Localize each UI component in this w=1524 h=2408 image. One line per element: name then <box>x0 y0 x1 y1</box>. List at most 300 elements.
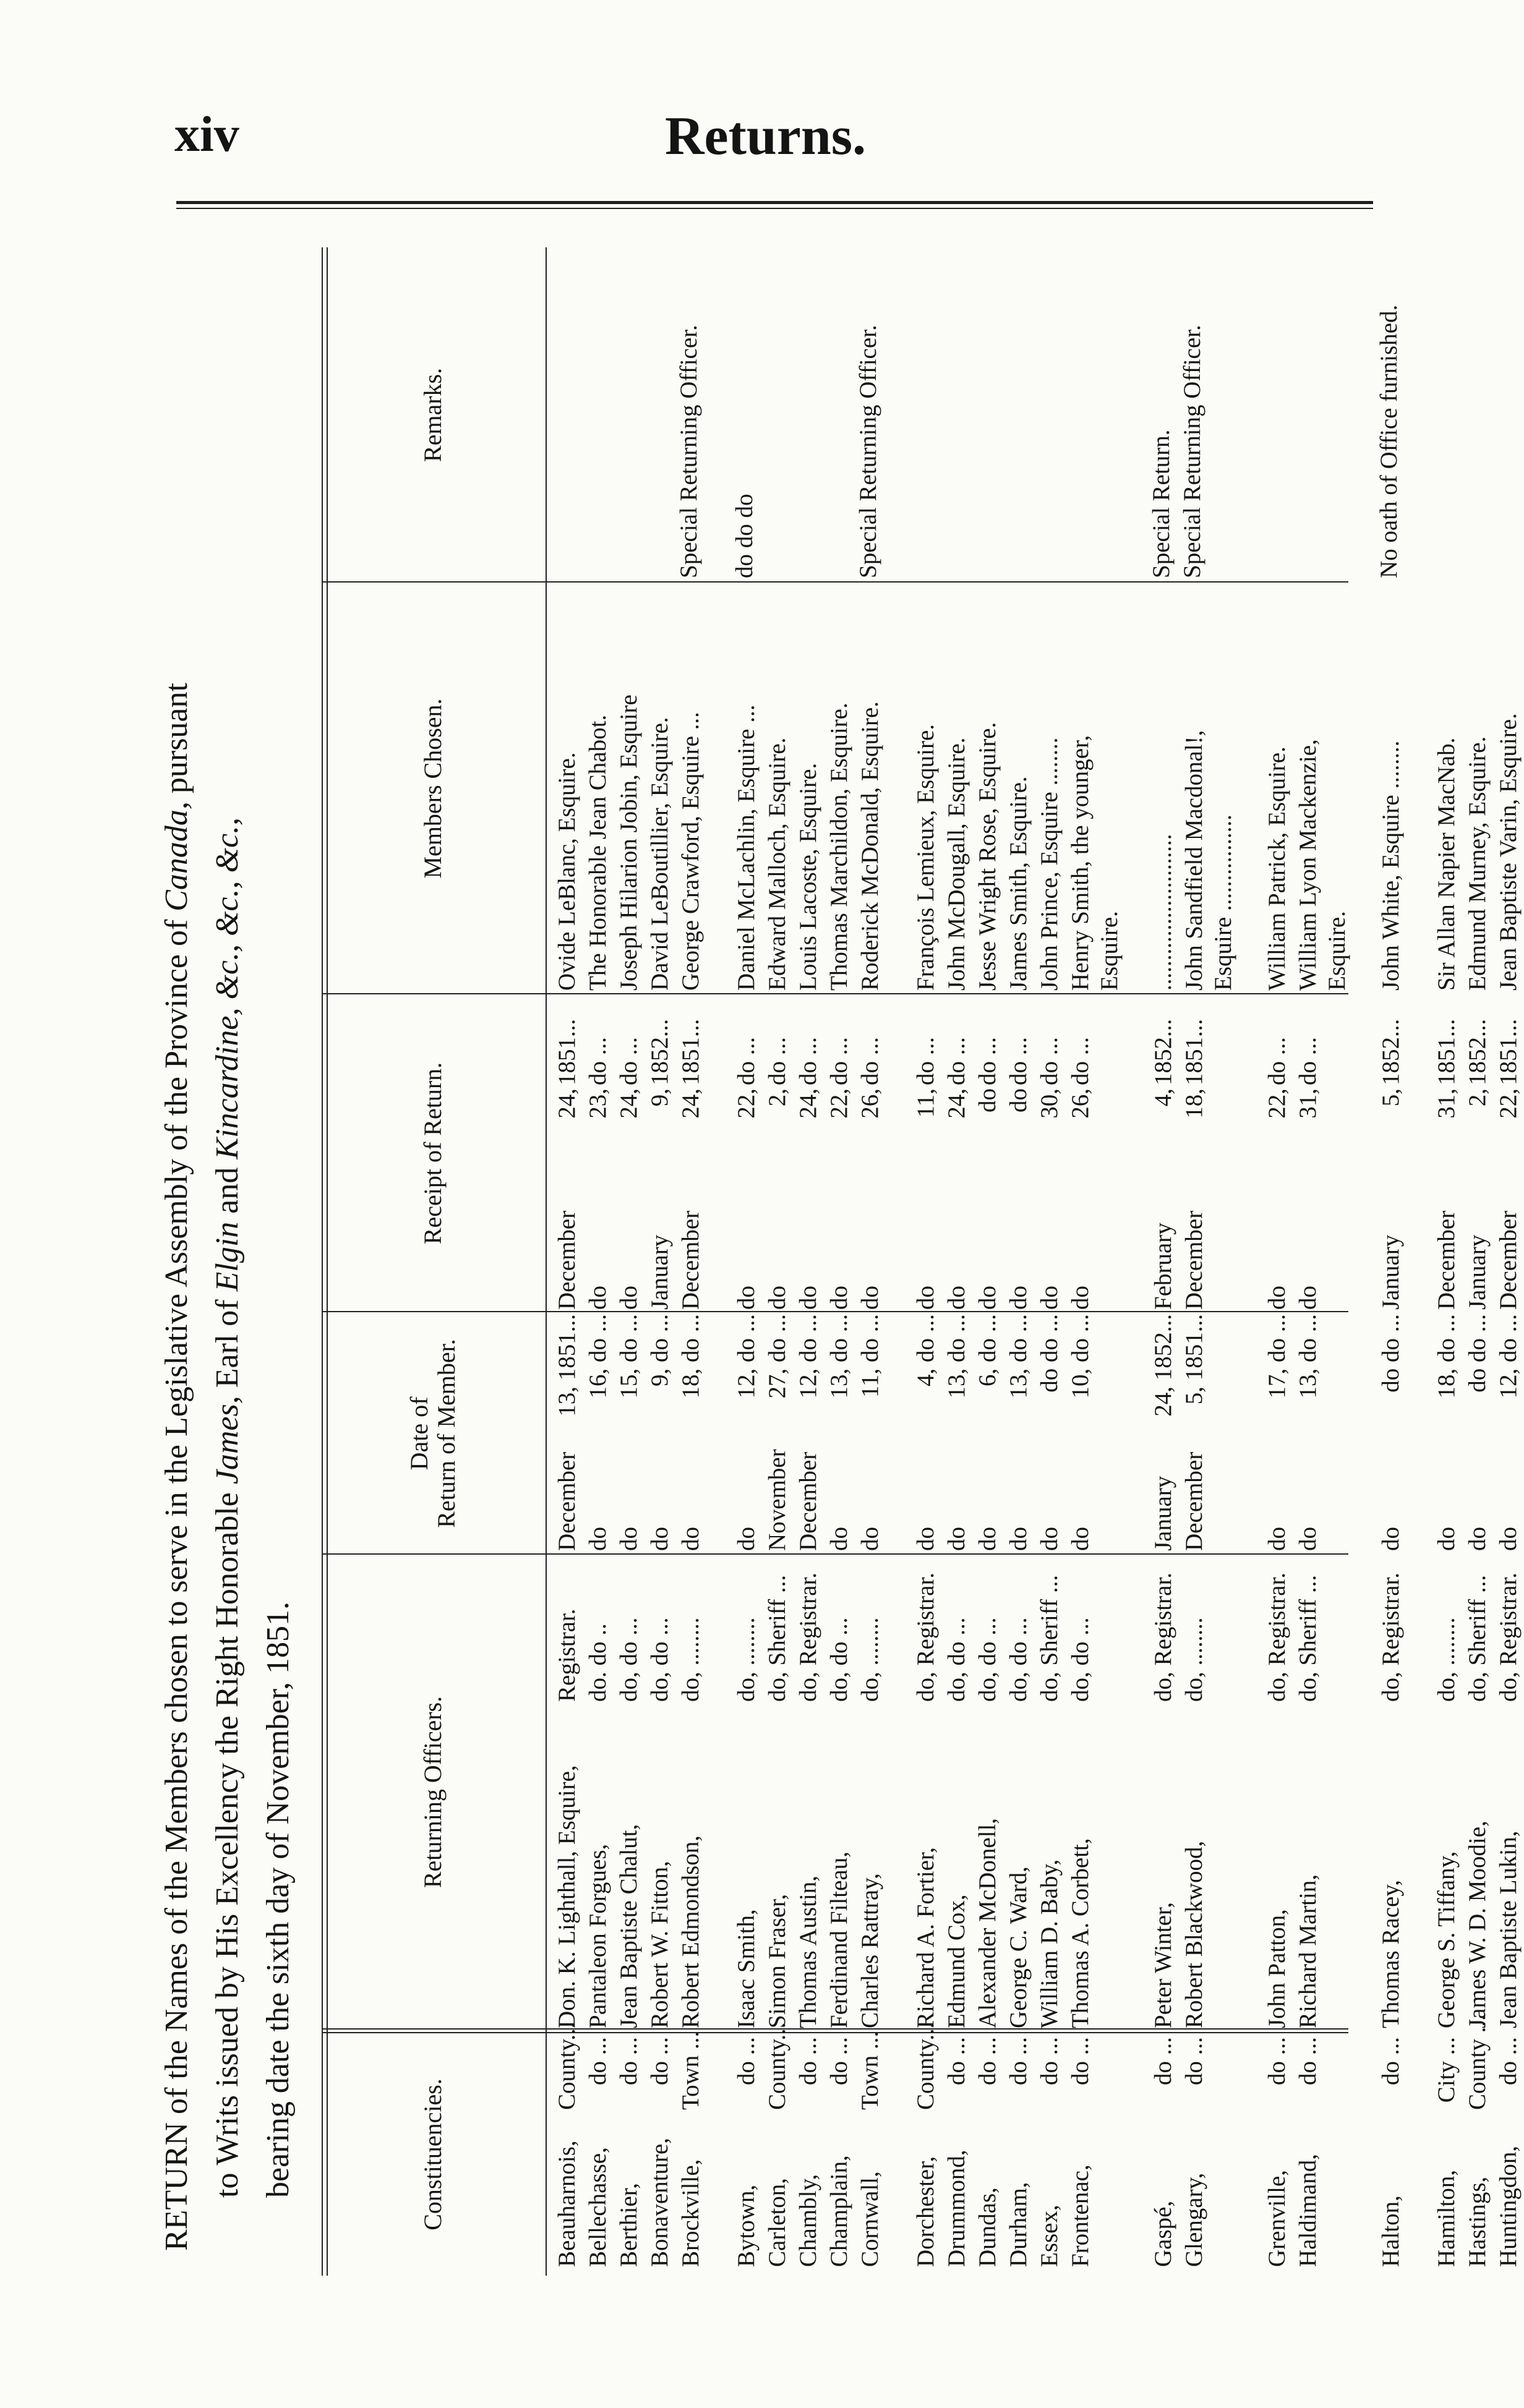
constituency-cell: Hastings, <box>1464 2176 1491 2267</box>
receipt-year-cell: do ... <box>615 1037 642 1085</box>
return-day-cell: 27, do ... <box>764 1314 790 1399</box>
receipt-day-cell: 23, <box>584 1088 611 1119</box>
receipt-month-cell: January <box>646 1234 673 1310</box>
receipt-month-cell: February <box>1150 1223 1176 1310</box>
return-day-cell: 11, do ... <box>857 1314 883 1398</box>
table-row <box>1324 247 1351 2276</box>
return-day-cell: 24, 1852... <box>1150 1314 1176 1417</box>
officer-type-cell: do, ........ <box>733 1617 760 1702</box>
receipt-month-cell: do <box>857 1286 883 1310</box>
constituency-type-cell: do ... <box>795 2037 821 2085</box>
officer-type-cell: do, Sheriff ... <box>1036 1574 1063 1702</box>
officer-type-cell: do, Registrar. <box>1495 1572 1522 1702</box>
return-month-cell: do <box>1464 1527 1491 1551</box>
returning-officer-cell: Charles Rattray, <box>857 1873 883 2028</box>
constituency-cell: Glengary, <box>1181 2172 1207 2267</box>
receipt-day-cell: 9, <box>646 1088 673 1107</box>
return-day-cell: 12, do ... <box>1495 1314 1522 1399</box>
officer-type-cell: do. do .. <box>584 1623 611 1702</box>
return-day-cell: 12, do ... <box>795 1314 821 1399</box>
constituency-type-cell: Town ... <box>857 2031 883 2110</box>
receipt-day-cell: 31, <box>1433 1088 1460 1119</box>
receipt-year-cell: do ... <box>857 1037 883 1085</box>
return-month-cell: do <box>646 1527 673 1551</box>
return-month-cell: do <box>1005 1527 1032 1551</box>
receipt-day-cell: 4, <box>1150 1088 1176 1107</box>
remarks-cell: Special Returning Officer. <box>675 325 702 578</box>
constituency-cell: Halton, <box>1377 2195 1404 2267</box>
returning-officer-cell: Thomas A. Corbett, <box>1067 1838 1094 2028</box>
member-chosen-cell: Esquire. <box>1096 911 1123 991</box>
receipt-day-cell: 11, <box>912 1088 939 1118</box>
caption-line-1 <box>152 309 202 2251</box>
return-day-cell: 16, do ... <box>584 1314 611 1399</box>
officer-type-cell: do, Registrar. <box>1264 1572 1290 1702</box>
constituency-cell: Bonaventure, <box>646 2137 673 2267</box>
receipt-day-cell: 22, <box>826 1088 852 1119</box>
receipt-year-cell: 1851... <box>554 1018 580 1085</box>
receipt-month-cell: December <box>677 1210 704 1310</box>
officer-type-cell: do, do ... <box>615 1617 642 1702</box>
receipt-day-cell: 18, <box>1181 1088 1207 1119</box>
returning-officer-cell: Richard A. Fortier, <box>912 1847 939 2028</box>
remarks-cell: do do do <box>731 493 758 578</box>
returning-officer-cell: Richard Martin, <box>1295 1874 1321 2028</box>
return-day-cell: 18, do ... <box>677 1314 704 1399</box>
officer-type-cell: do, Sheriff ... <box>1295 1574 1321 1702</box>
constituency-cell: Champlain, <box>826 2155 852 2267</box>
constituency-cell: Chambly, <box>795 2174 821 2267</box>
return-month-cell: do <box>1377 1527 1404 1551</box>
table-row <box>824 247 855 2276</box>
receipt-year-cell: 1852... <box>1464 1018 1491 1085</box>
return-day-cell: 13, do ... <box>1295 1314 1321 1399</box>
receipt-day-cell: 24, <box>943 1088 970 1119</box>
caption-text: Earl of <box>210 1291 245 1396</box>
constituency-cell: Bytown, <box>733 2184 760 2267</box>
caption-text: to Writs issued by His Excellency the Right Honorable <box>210 1484 245 2198</box>
returning-officer-cell: Isaac Smith, <box>733 1909 760 2028</box>
col-header-date-of-return <box>322 1312 544 1555</box>
constituency-cell: Essex, <box>1036 2205 1063 2267</box>
receipt-month-cell: January <box>1464 1234 1491 1310</box>
constituency-cell: Haldimand, <box>1295 2153 1321 2267</box>
receipt-year-cell: do ... <box>1067 1037 1094 1085</box>
receipt-day-cell: 26, <box>857 1088 883 1119</box>
constituency-cell: Beauharnois, <box>554 2140 580 2267</box>
return-day-cell: 12, do ... <box>733 1314 760 1399</box>
constituency-type-cell: do ... <box>1264 2037 1290 2085</box>
constituency-type-cell: do ... <box>1036 2037 1063 2085</box>
return-month-cell: do <box>1264 1527 1290 1551</box>
table-row <box>972 247 1003 2276</box>
caption-italic: Canada, <box>159 801 194 912</box>
receipt-day-cell: 2, <box>1464 1088 1491 1107</box>
return-day-cell: do do ... <box>1377 1314 1404 1393</box>
return-month-cell: do <box>677 1527 704 1551</box>
constituency-cell: Frontenac, <box>1067 2164 1094 2267</box>
returning-officer-cell: George S. Tiffany, <box>1433 1851 1460 2028</box>
member-chosen-cell: .......................... <box>1150 834 1176 991</box>
table-row <box>1179 247 1210 2276</box>
table-row <box>793 247 824 2276</box>
return-month-cell: do <box>943 1527 970 1551</box>
return-day-cell: 5, 1851... <box>1181 1314 1207 1405</box>
constituency-type-cell: County... <box>764 2022 790 2110</box>
col-header-line: Return of Member. <box>432 1339 460 1528</box>
receipt-month-cell: do <box>1295 1286 1321 1310</box>
receipt-month-cell: do <box>1067 1286 1094 1310</box>
officer-type-cell: do, Registrar. <box>912 1572 939 1702</box>
table-row <box>552 247 583 2276</box>
member-chosen-cell: James Smith, Esquire. <box>1005 776 1032 991</box>
table-row <box>731 247 762 2276</box>
receipt-day-cell: 5, <box>1377 1088 1404 1107</box>
constituency-cell: Drummond, <box>943 2150 970 2267</box>
constituency-cell: Durham, <box>1005 2182 1032 2267</box>
return-month-cell: do <box>1433 1527 1460 1551</box>
member-chosen-cell: Esquire ................ <box>1210 814 1236 991</box>
constituency-type-cell: do ... <box>826 2037 852 2085</box>
table-row <box>941 247 972 2276</box>
return-day-cell: 10, do ... <box>1067 1314 1094 1399</box>
table-row <box>675 247 706 2276</box>
receipt-day-cell: 22, <box>1264 1088 1290 1119</box>
return-day-cell: 9, do ... <box>646 1314 673 1386</box>
remarks-cell: No oath of Office furnished. <box>1376 304 1402 578</box>
receipt-year-cell: do ... <box>795 1037 821 1085</box>
member-chosen-cell: William Lyon Mackenzie, <box>1295 739 1321 991</box>
returning-officer-cell: Robert Edmondson, <box>677 1835 704 2028</box>
returning-officer-cell: Jean Baptiste Chalut, <box>615 1824 642 2028</box>
table-row <box>1462 247 1493 2276</box>
caption-text: RETURN of the Names of the Members chosen to serve in the Legislative Assembly of the Province of <box>159 911 194 2251</box>
rotated-table-block <box>152 247 1522 2276</box>
returning-officer-cell: James W. D. Moodie, <box>1464 1821 1491 2028</box>
receipt-year-cell: do ... <box>1036 1037 1063 1085</box>
member-chosen-cell: George Crawford, Esquire ... <box>677 712 704 991</box>
receipt-year-cell: do ... <box>764 1037 790 1085</box>
return-day-cell: 4, do ... <box>912 1314 939 1386</box>
member-chosen-cell: Henry Smith, the younger, <box>1067 735 1094 991</box>
receipt-year-cell: do ... <box>1005 1037 1032 1085</box>
officer-type-cell: do, do ... <box>1005 1617 1032 1702</box>
receipt-year-cell: 1852... <box>1377 1018 1404 1085</box>
table-row <box>1431 247 1462 2276</box>
table-row <box>1262 247 1293 2276</box>
return-month-cell: do <box>857 1527 883 1551</box>
receipt-year-cell: 1852... <box>1150 1018 1176 1085</box>
receipt-day-cell: 22, <box>1495 1088 1522 1119</box>
constituency-type-cell: Town ... <box>677 2031 704 2110</box>
member-chosen-cell: Louis Lacoste, Esquire. <box>795 762 821 991</box>
officer-type-cell: do, ........ <box>1433 1617 1460 1702</box>
header-rule-thin <box>176 208 1373 209</box>
constituency-type-cell: do ... <box>1295 2037 1321 2085</box>
member-chosen-cell: Thomas Marchildon, Esquire. <box>826 702 852 991</box>
return-month-cell: do <box>1295 1527 1321 1551</box>
returning-officer-cell: Thomas Racey, <box>1377 1879 1404 2028</box>
receipt-year-cell: do ... <box>974 1037 1001 1085</box>
member-chosen-cell: John White, Esquire ........ <box>1377 740 1404 991</box>
returning-officer-cell: Don. K. Lighthall, Esquire, <box>554 1765 580 2028</box>
receipt-month-cell: December <box>554 1210 580 1310</box>
receipt-year-cell: do ... <box>826 1037 852 1085</box>
constituency-cell: Berthier, <box>615 2183 642 2267</box>
constituency-cell: Bellechasse, <box>584 2147 611 2267</box>
return-day-cell: 13, do ... <box>943 1314 970 1399</box>
returning-officer-cell: Robert W. Fitton, <box>646 1861 673 2028</box>
page-number: xiv <box>174 106 239 162</box>
table-row <box>1148 247 1179 2276</box>
table-row <box>1034 247 1065 2276</box>
returning-officer-cell: Ferdinand Filteau, <box>826 1851 852 2028</box>
receipt-year-cell: do ... <box>1264 1037 1290 1085</box>
returning-officer-cell: Jean Baptiste Lukin, <box>1495 1830 1522 2028</box>
receipt-month-cell: do <box>584 1286 611 1310</box>
receipt-month-cell: December <box>1181 1210 1207 1310</box>
member-chosen-cell: William Patrick, Esquire. <box>1264 746 1290 991</box>
table-row <box>1065 247 1096 2276</box>
returns-table <box>322 247 1522 2276</box>
constituency-type-cell: do ... <box>1005 2037 1032 2085</box>
officer-type-cell: do, Registrar. <box>795 1572 821 1702</box>
col-header-constituencies: Constituencies. <box>419 2078 447 2231</box>
constituency-type-cell: do ... <box>646 2037 673 2085</box>
return-month-cell: do <box>1067 1527 1094 1551</box>
member-chosen-cell: John Sandfield Macdonal!, <box>1181 730 1207 991</box>
constituency-type-cell: do ... <box>1067 2037 1094 2085</box>
caption-italic: Elgin <box>210 1221 245 1292</box>
page-title: Returns. <box>665 106 867 166</box>
return-month-cell: do <box>826 1527 852 1551</box>
return-month-cell: December <box>554 1451 580 1551</box>
receipt-day-cell: 26, <box>1067 1088 1094 1119</box>
receipt-year-cell: 1851... <box>1495 1018 1522 1085</box>
return-month-cell: do <box>1495 1527 1522 1551</box>
officer-type-cell: do, do ... <box>826 1617 852 1702</box>
col-header-members: Members Chosen. <box>419 698 447 879</box>
returning-officer-cell: Thomas Austin, <box>795 1875 821 2028</box>
return-month-cell: January <box>1150 1475 1176 1551</box>
receipt-year-cell: do ... <box>1295 1037 1321 1085</box>
member-chosen-cell: Roderick McDonald, Esquire. <box>857 701 883 991</box>
constituency-type-cell: County ... <box>1464 2015 1491 2110</box>
return-month-cell: December <box>1181 1451 1207 1551</box>
member-chosen-cell: Ovide LeBlanc, Esquire. <box>554 752 580 991</box>
return-day-cell: do do ... <box>1036 1314 1063 1393</box>
member-chosen-cell: Sir Allan Napier MacNab. <box>1433 737 1460 991</box>
table-body <box>552 247 1524 2276</box>
receipt-month-cell: do <box>974 1286 1001 1310</box>
constituency-cell: Hamilton, <box>1433 2169 1460 2267</box>
constituency-type-cell: do ... <box>974 2037 1001 2085</box>
table-caption <box>152 309 304 2251</box>
receipt-month-cell: do <box>1005 1286 1032 1310</box>
constituency-type-cell: do ... <box>1181 2037 1207 2085</box>
constituency-cell: Dundas, <box>974 2187 1001 2267</box>
return-day-cell: 18, do ... <box>1433 1314 1460 1399</box>
returning-officer-cell: Simon Fraser, <box>764 1894 790 2028</box>
officer-type-cell: do, ........ <box>677 1617 704 1702</box>
officer-type-cell: Registrar. <box>554 1608 580 1702</box>
constituency-type-cell: County... <box>554 2022 580 2110</box>
member-chosen-cell: David LeBoutillier, Esquire. <box>646 717 673 991</box>
receipt-month-cell: do <box>826 1286 852 1310</box>
return-month-cell: do <box>974 1527 1001 1551</box>
constituency-type-cell: County... <box>912 2022 939 2110</box>
constituency-type-cell: do ... <box>1150 2037 1176 2085</box>
receipt-month-cell: December <box>1433 1210 1460 1310</box>
member-chosen-cell: Esquire. <box>1324 911 1350 991</box>
returning-officer-cell: Pantaleon Forgues, <box>584 1843 611 2028</box>
return-day-cell: 15, do ... <box>615 1314 642 1399</box>
receipt-month-cell: January <box>1377 1234 1404 1310</box>
officer-type-cell: do, do ... <box>943 1617 970 1702</box>
receipt-month-cell: do <box>1036 1286 1063 1310</box>
return-day-cell: do do ... <box>1464 1314 1491 1393</box>
receipt-month-cell: do <box>1264 1286 1290 1310</box>
receipt-month-cell: do <box>795 1286 821 1310</box>
receipt-day-cell: 24, <box>615 1088 642 1119</box>
constituency-cell: Brockville, <box>677 2159 704 2267</box>
return-day-cell: 13, 1851... <box>554 1314 580 1417</box>
receipt-year-cell: 1851... <box>1433 1018 1460 1085</box>
constituency-type-cell: City ... <box>1433 2037 1460 2103</box>
returning-officer-cell: Robert Blackwood, <box>1181 1840 1207 2028</box>
col-header-remarks: Remarks. <box>419 367 447 463</box>
officer-type-cell: do, Sheriff ... <box>1464 1574 1491 1702</box>
col-header-returning-officers: Returning Officers. <box>419 1696 447 1889</box>
table-row <box>1003 247 1034 2276</box>
constituency-cell: Dorchester, <box>912 2156 939 2267</box>
table-row <box>614 247 644 2276</box>
constituency-type-cell: do ... <box>584 2037 611 2085</box>
table-row <box>1293 247 1324 2276</box>
table-row <box>1096 247 1123 2276</box>
constituency-cell: Grenville, <box>1264 2169 1290 2267</box>
receipt-day-cell: do <box>1005 1088 1032 1112</box>
returning-officer-cell: Edmund Cox, <box>943 1894 970 2028</box>
receipt-day-cell: 24, <box>677 1088 704 1119</box>
constituency-cell: Gaspé, <box>1150 2200 1176 2267</box>
receipt-day-cell: do <box>974 1088 1001 1112</box>
constituency-type-cell: do ... <box>615 2037 642 2085</box>
receipt-day-cell: 2, <box>764 1088 790 1107</box>
receipt-year-cell: do ... <box>943 1037 970 1085</box>
constituency-type-cell: do ... <box>1495 2037 1522 2085</box>
receipt-month-cell: December <box>1495 1210 1522 1310</box>
header-rule <box>176 201 1373 204</box>
table-row <box>644 247 675 2276</box>
table-row <box>910 247 941 2276</box>
receipt-day-cell: 22, <box>733 1088 760 1119</box>
remarks-cell: Special Returning Officer. <box>855 325 881 578</box>
receipt-year-cell: do ... <box>584 1037 611 1085</box>
member-chosen-cell: Jean Baptiste Varin, Esquire. <box>1495 713 1522 991</box>
return-month-cell: November <box>764 1449 790 1551</box>
receipt-month-cell: do <box>912 1286 939 1310</box>
return-day-cell: 17, do ... <box>1264 1314 1290 1399</box>
table-row <box>1376 247 1406 2276</box>
receipt-day-cell: 31, <box>1295 1088 1321 1119</box>
receipt-day-cell: 24, <box>554 1088 580 1119</box>
header-bottom-rule <box>546 247 547 2276</box>
table-row <box>855 247 886 2276</box>
constituency-cell: Huntingdon, <box>1495 2145 1522 2267</box>
officer-type-cell: do, Registrar. <box>1377 1572 1404 1702</box>
constituency-cell: Carleton, <box>764 2177 790 2267</box>
remarks-cell: Special Return. <box>1148 429 1175 578</box>
member-chosen-cell: Daniel McLachlin, Esquire ... <box>733 704 760 991</box>
officer-type-cell: do, do ... <box>974 1617 1001 1702</box>
officer-type-cell: do, ........ <box>857 1617 883 1702</box>
return-day-cell: 13, do ... <box>826 1314 852 1399</box>
returning-officer-cell: Alexander McDonell, <box>974 1817 1001 2028</box>
return-month-cell: do <box>912 1527 939 1551</box>
receipt-month-cell: do <box>733 1286 760 1310</box>
return-day-cell: 6, do ... <box>974 1314 1001 1386</box>
receipt-day-cell: 30, <box>1036 1088 1063 1119</box>
col-header-receipt: Receipt of Return. <box>419 1062 447 1245</box>
constituency-type-cell: do ... <box>733 2037 760 2085</box>
officer-type-cell: do, Registrar. <box>1150 1572 1176 1702</box>
caption-text: and <box>210 1159 245 1222</box>
return-month-cell: do <box>733 1527 760 1551</box>
officer-type-cell: do, ........ <box>1181 1617 1207 1702</box>
member-chosen-cell: John McDougall, Esquire. <box>943 737 970 991</box>
table-row <box>1210 247 1237 2276</box>
return-month-cell: do <box>1036 1527 1063 1551</box>
member-chosen-cell: François Lemieux, Esquire. <box>912 724 939 991</box>
caption-italic: James, <box>210 1396 245 1485</box>
officer-type-cell: do, Sheriff ... <box>764 1574 790 1702</box>
return-day-cell: 13, do ... <box>1005 1314 1032 1399</box>
receipt-year-cell: do ... <box>733 1037 760 1085</box>
receipt-year-cell: do ... <box>912 1037 939 1085</box>
returning-officer-cell: William D. Baby, <box>1036 1859 1063 2028</box>
receipt-month-cell: do <box>764 1286 790 1310</box>
receipt-day-cell: 24, <box>795 1088 821 1119</box>
table-row <box>762 247 793 2276</box>
receipt-year-cell: 1851... <box>1181 1018 1207 1085</box>
return-month-cell: do <box>584 1527 611 1551</box>
member-chosen-cell: Jesse Wright Rose, Esquire. <box>974 722 1001 991</box>
return-month-cell: do <box>615 1527 642 1551</box>
caption-italic: Kincardine, &c., &c., &c., <box>210 817 245 1159</box>
officer-type-cell: do, do ... <box>646 1617 673 1702</box>
member-chosen-cell: Edmund Murney, Esquire. <box>1464 736 1491 991</box>
returning-officer-cell: George C. Ward, <box>1005 1866 1032 2028</box>
caption-line-2 <box>202 309 253 2251</box>
member-chosen-cell: Edward Malloch, Esquire. <box>764 737 790 991</box>
receipt-year-cell: 1851... <box>677 1018 704 1085</box>
member-chosen-cell: Joseph Hilarion Jobin, Esquire <box>615 694 642 991</box>
constituency-type-cell: do ... <box>1377 2037 1404 2085</box>
returning-officer-cell: John Patton, <box>1264 1909 1290 2028</box>
remarks-cell: Special Returning Officer. <box>1179 325 1205 578</box>
table-row <box>583 247 614 2276</box>
caption-line-3: bearing date the sixth day of November, 1851. <box>260 1602 296 2198</box>
receipt-month-cell: do <box>943 1286 970 1310</box>
member-chosen-cell: The Honorable Jean Chabot. <box>584 714 611 991</box>
col-header-line: Date of <box>405 1396 433 1471</box>
returning-officer-cell: Peter Winter, <box>1150 1902 1176 2028</box>
return-month-cell: December <box>795 1451 821 1551</box>
caption-text: pursuant <box>159 683 194 802</box>
constituency-type-cell: do ... <box>943 2037 970 2085</box>
receipt-year-cell: 1852... <box>646 1018 673 1085</box>
